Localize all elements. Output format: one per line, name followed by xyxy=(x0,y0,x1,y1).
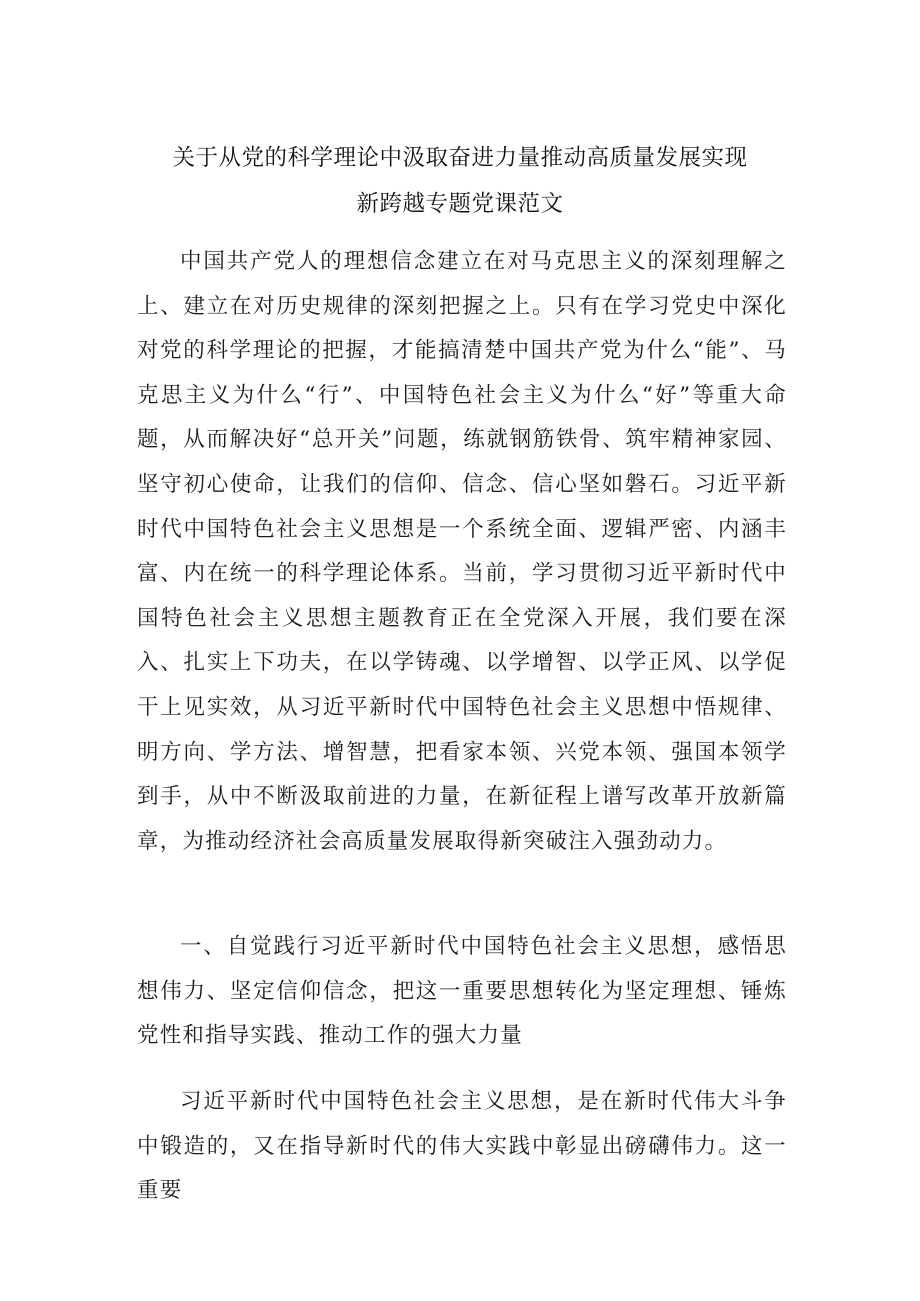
title-line-2: 新跨越专题党课范文 xyxy=(356,191,564,217)
paragraph-text: 中国共产党人的理想信念建立在对马克思主义的深刻理解之上、建立在对历史规律的深刻把握之上。只有在学习党史中深化对党的科学理论的把握，才能搞清楚中国共产党为什么“能”、马克思主义为什么“行”、中国特色社会主义为什么“好”等重大命题，从而解决好“总开关”问题，练就钢筋铁骨、筑牢精神家园、坚守初心使命，让我们的信仰、信念、信心坚如磐石。习近平新时代中国特色社会主义思想是一个系统全面、逻辑严密、内涵丰富、内在统一的科学理论体系。当前，学习贯彻习近平新时代中国特色社会主义思想主题教育正在全党深入开展，我们要在深入、扎实上下功夫，在以学铸魂、以学增智、以学正风、以学促干上见实效，从习近平新时代中国特色社会主义思想中悟规律、明方向、学方法、增智慧，把看家本领、兴党本领、强国本领学到手，从中不断汲取前进的力量，在新征程上谱写改革开放新篇章，为推动经济社会高质量发展取得新突破注入强劲动力。 xyxy=(137,249,787,854)
section-heading-text: 一、自觉践行习近平新时代中国特色社会主义思想，感悟思想伟力、坚定信仰信念，把这一重要思想转化为坚定理想、锤炼党性和指导实践、推动工作的强大力量 xyxy=(137,934,787,1049)
body-paragraph-section-1 xyxy=(137,1080,787,1214)
paragraph-text: 习近平新时代中国特色社会主义思想，是在新时代伟大斗争中锻造的，又在指导新时代的伟大实践中彰显出磅礴伟力。这一重要 xyxy=(137,1089,787,1204)
section-heading-1 xyxy=(137,925,787,1059)
document-title xyxy=(100,135,820,227)
title-line-1: 关于从党的科学理论中汲取奋进力量推动高质量发展实现 xyxy=(172,145,748,171)
body-paragraph-intro xyxy=(137,240,787,864)
